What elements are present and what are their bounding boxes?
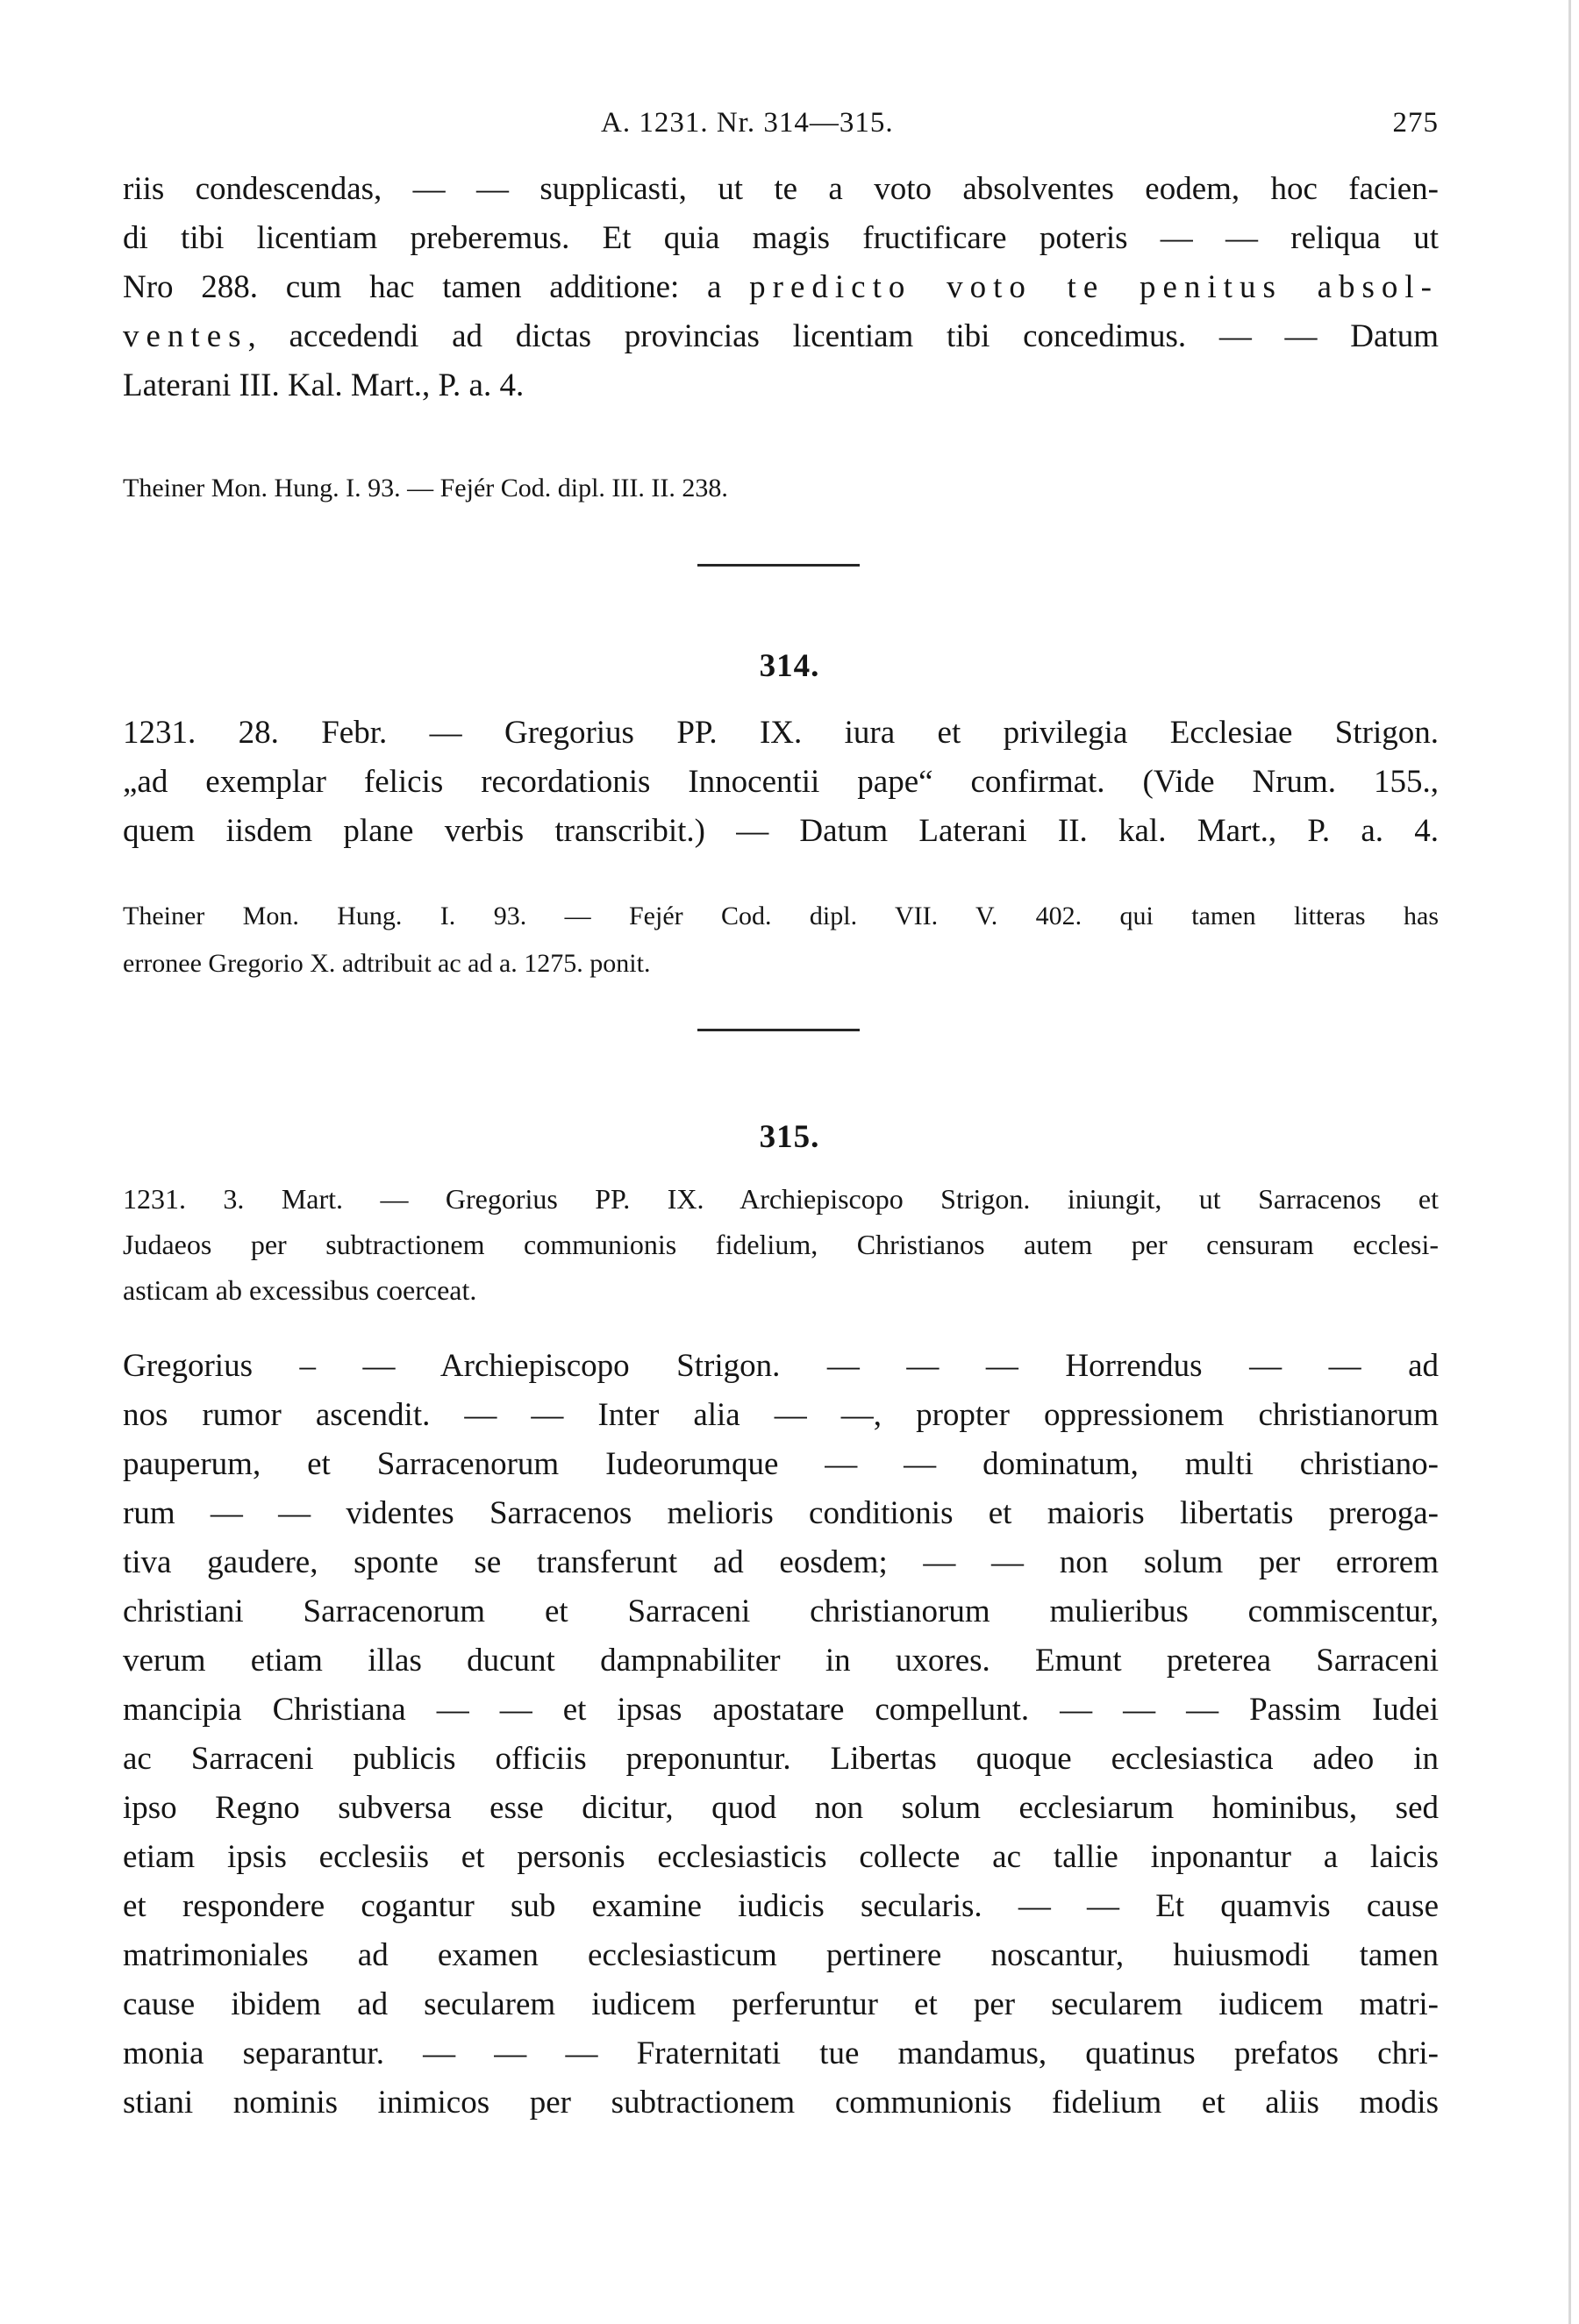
- separator-rule: [697, 564, 860, 567]
- body-line: mancipia Christiana — — et ipsas apostatare compellunt. — — — Passim Iudei: [123, 1692, 1439, 1728]
- body-line: cause ibidem ad secularem iudicem perferuntur et per secularem iudicem matri-: [123, 1986, 1439, 2022]
- body-line: rum — — videntes Sarracenos melioris conditionis et maioris libertatis preroga-: [123, 1495, 1439, 1531]
- previous-document-citation: [123, 465, 1439, 512]
- body-line: matrimoniales ad examen ecclesiasticum pertinere noscantur, huiusmodi tamen: [123, 1937, 1439, 1973]
- page-number: 275: [1392, 107, 1439, 139]
- document-number-315: 315.: [759, 1119, 820, 1155]
- page-header: [123, 107, 1439, 151]
- text-line: asticam ab excessibus coerceat.: [123, 1274, 477, 1306]
- text-line: riis condescendas, — — supplicasti, ut te a voto absolventes eodem, hoc facien-: [123, 171, 1439, 207]
- citation-line: erronee Gregorio X. adtribuit ac ad a. 1275. ponit.: [123, 949, 651, 978]
- spaced-text-segment: predicto voto te penitus absol-: [749, 269, 1439, 305]
- text-line: [123, 312, 1439, 361]
- body-line: monia separantur. — — — Fraternitati tue mandamus, quatinus prefatos chri-: [123, 2035, 1439, 2071]
- separator-rule: [697, 1029, 860, 1031]
- body-line: ipso Regno subversa esse dicitur, quod non solum ecclesiarum hominibus, sed: [123, 1790, 1439, 1826]
- body-line: et respondere cogantur sub examine iudicis secularis. — — Et quamvis cause: [123, 1888, 1439, 1924]
- text-line: 1231. 28. Febr. — Gregorius PP. IX. iura et privilegia Ecclesiae Strigon.: [123, 715, 1439, 751]
- citation-line: Theiner Mon. Hung. I. 93. — Fejér Cod. dipl. VII. V. 402. qui tamen litteras has: [123, 902, 1439, 930]
- body-line: Gregorius – — Archiepiscopo Strigon. — — — Horrendus — — ad: [123, 1348, 1439, 1384]
- text-line: Laterani III. Kal. Mart., P. a. 4.: [123, 367, 525, 403]
- document-314-summary: [123, 709, 1439, 856]
- body-line: stiani nominis inimicos per subtractionem communionis fidelium et aliis modis: [123, 2085, 1439, 2121]
- text-segment: , accedendi ad dictas provincias licentiam tibi concedimus. — — Datum: [247, 318, 1439, 354]
- text-line: [123, 263, 1439, 312]
- document-315-body: [123, 1342, 1439, 2128]
- previous-document-text: [123, 165, 1439, 410]
- body-line: ac Sarraceni publicis officiis preponuntur. Libertas quoque ecclesiastica adeo in: [123, 1741, 1439, 1777]
- running-head: A. 1231. Nr. 314—315.: [601, 107, 894, 139]
- text-line: 1231. 3. Mart. — Gregorius PP. IX. Archiepiscopo Strigon. iniungit, ut Sarracenos et: [123, 1183, 1439, 1215]
- body-line: etiam ipsis ecclesiis et personis ecclesiasticis collecte ac tallie inponantur a laicis: [123, 1839, 1439, 1875]
- body-line: verum etiam illas ducunt dampnabiliter in uxores. Emunt preterea Sarraceni: [123, 1643, 1439, 1679]
- body-line: nos rumor ascendit. — — Inter alia — —, propter oppressionem christianorum: [123, 1397, 1439, 1433]
- document-315-summary: [123, 1176, 1439, 1313]
- body-line: christiani Sarracenorum et Sarraceni christianorum mulieribus commiscentur,: [123, 1593, 1439, 1629]
- text-segment: Nro 288. cum hac tamen additione: a: [123, 269, 750, 305]
- text-line: Judaeos per subtractionem communionis fidelium, Christianos autem per censuram ecclesi-: [123, 1229, 1439, 1260]
- document-number-314: 314.: [759, 648, 820, 684]
- spaced-text-segment: ventes: [123, 318, 248, 354]
- text-line: di tibi licentiam preberemus. Et quia magis fructificare poteris — — reliqua ut: [123, 220, 1439, 256]
- citation-line: Theiner Mon. Hung. I. 93. — Fejér Cod. dipl. III. II. 238.: [123, 474, 728, 503]
- body-line: pauperum, et Sarracenorum Iudeorumque — — dominatum, multi christiano-: [123, 1446, 1439, 1482]
- text-line: quem iisdem plane verbis transcribit.) — Datum Laterani II. kal. Mart., P. a. 4.: [123, 813, 1439, 849]
- scan-edge-line: [1568, 0, 1571, 2324]
- body-line: tiva gaudere, sponte se transferunt ad eosdem; — — non solum per errorem: [123, 1544, 1439, 1580]
- document-314-citation: [123, 893, 1439, 987]
- text-line: „ad exemplar felicis recordationis Innocentii pape“ confirmat. (Vide Nrum. 155.,: [123, 764, 1439, 800]
